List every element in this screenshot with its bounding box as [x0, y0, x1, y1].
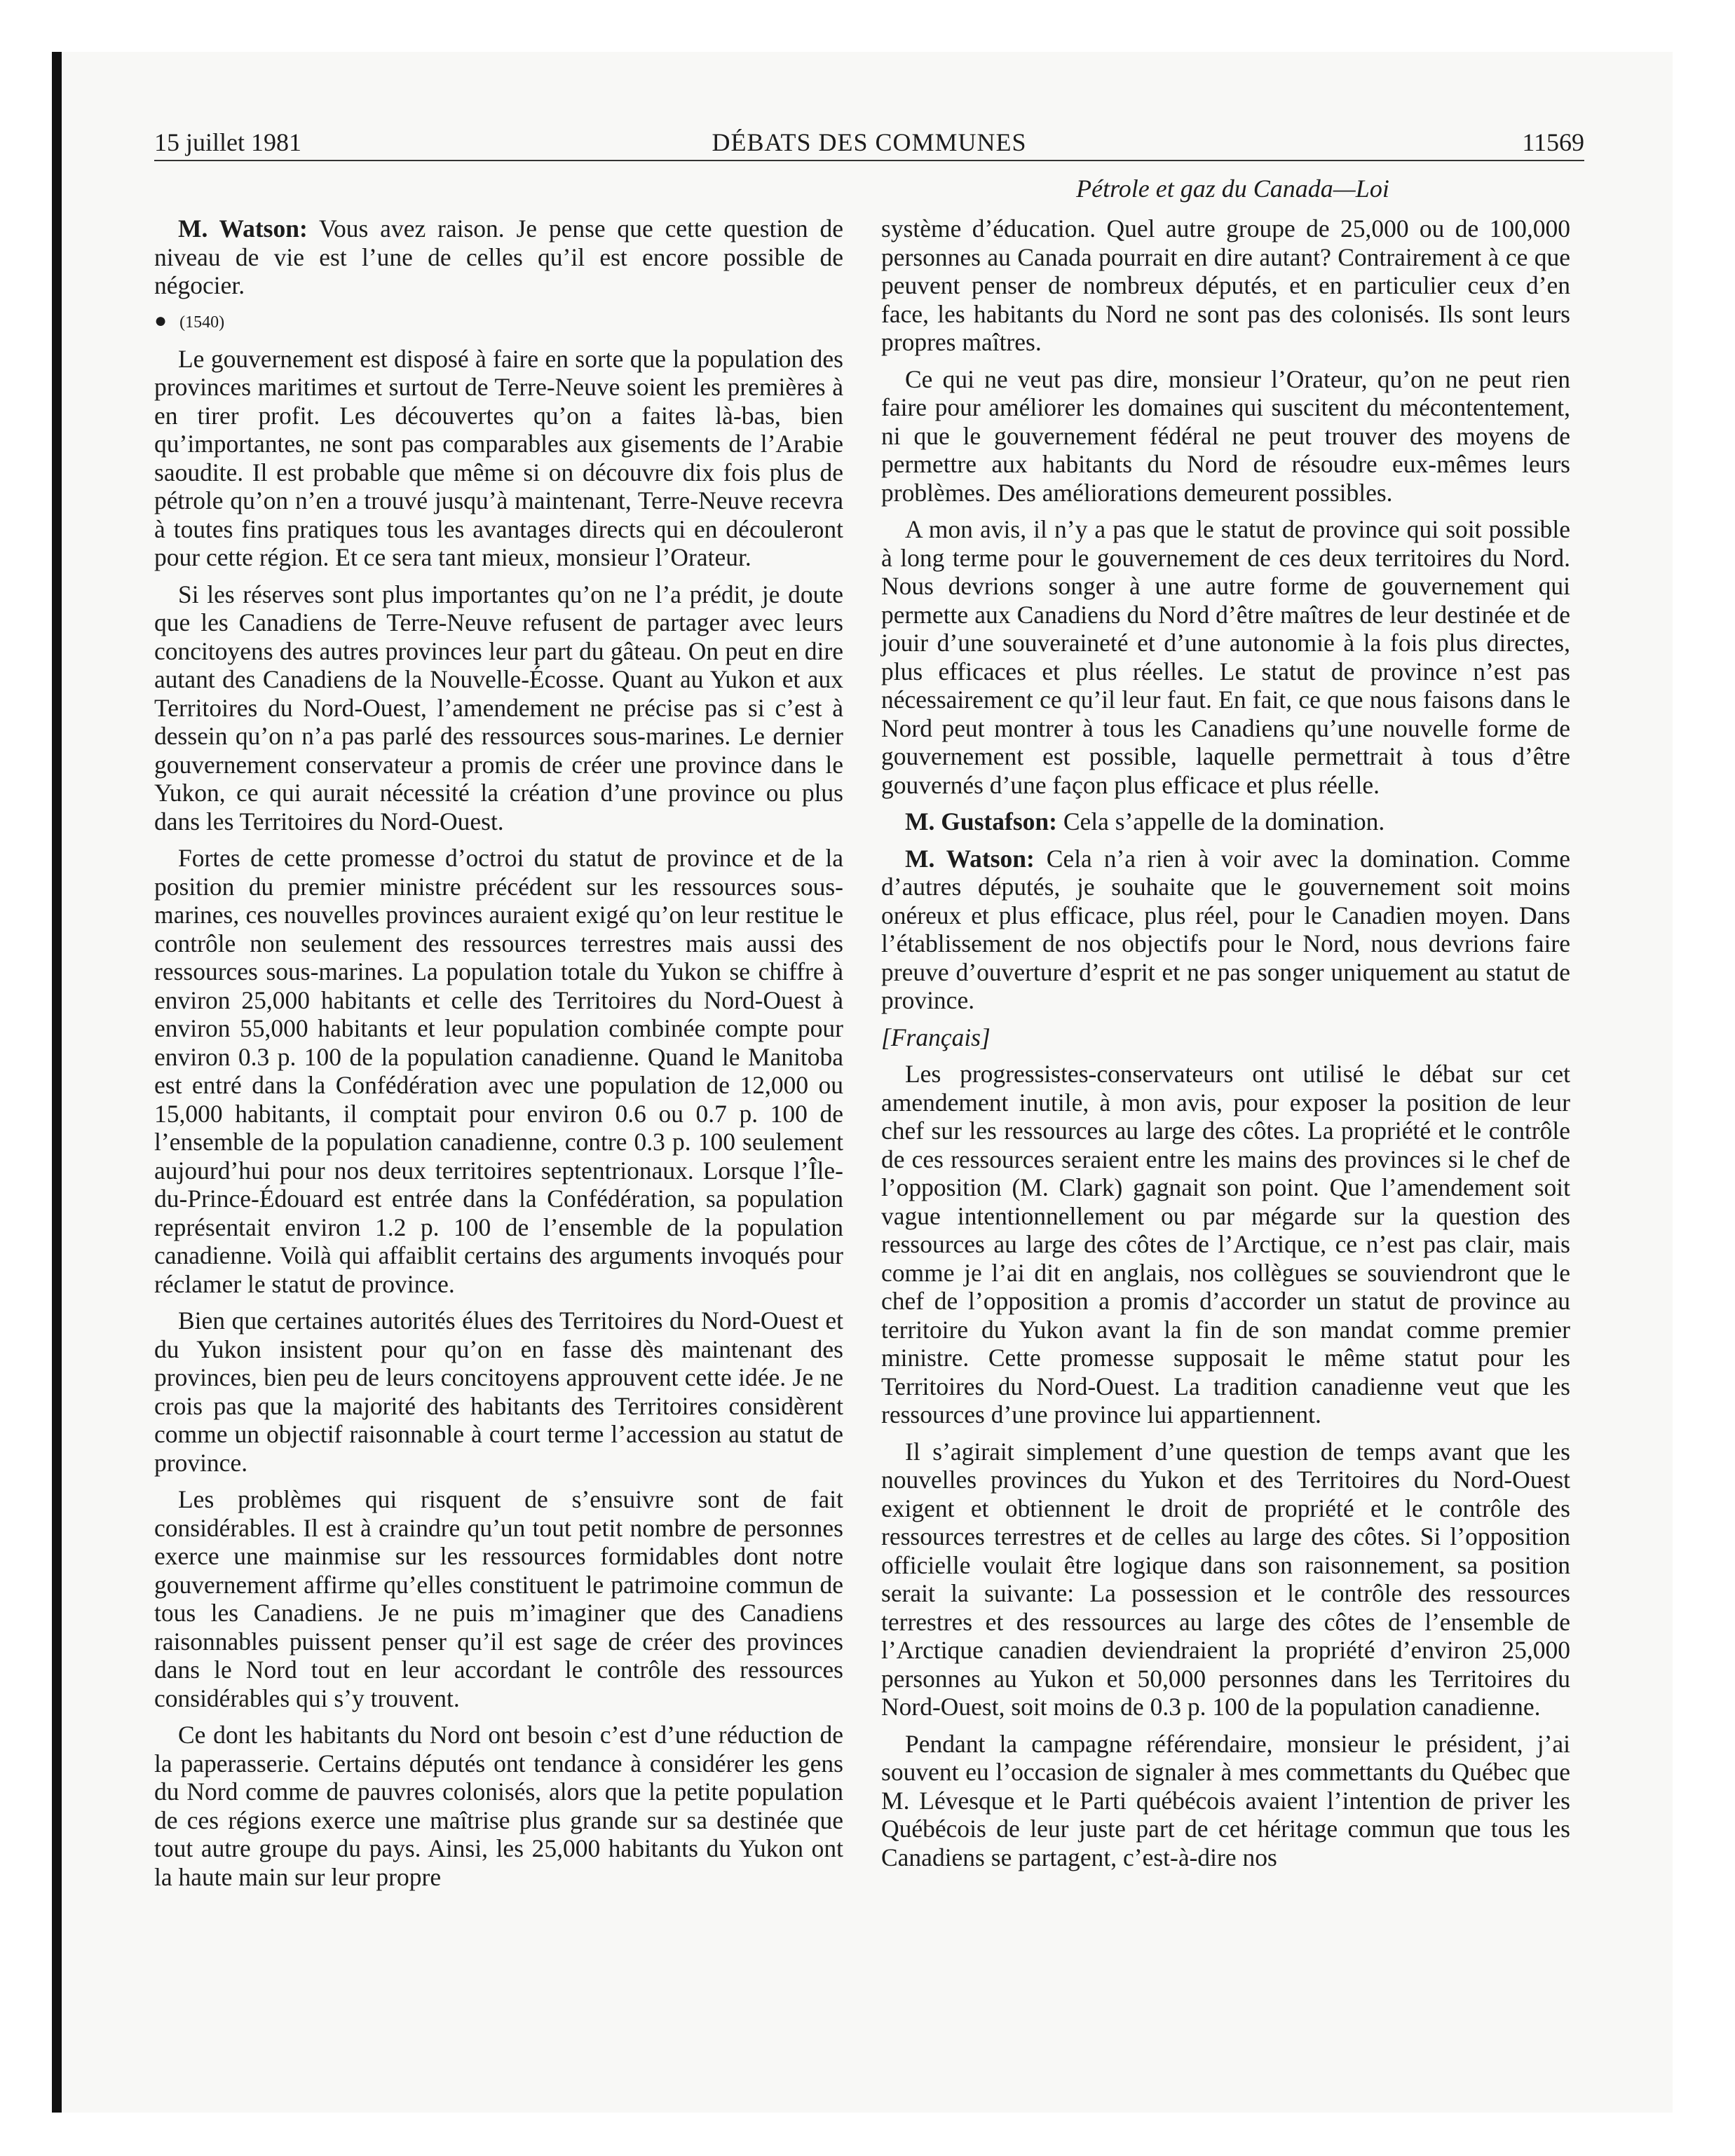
bullet-icon: ● — [154, 308, 168, 332]
paragraph: Les progressistes-conservateurs ont utilisé le débat sur cet amendement inutile, à mon avis, pour exposer la position de leur chef sur les ressources au large des côtes. La propriété et le contrôle de ces ressources seraient entre les mains des provinces si le chef de l’opposition (M. Clark) gagnait son point. Que l’amendement soit vague intentionnellement ou par mégarde sur la question des ressources au large des côtes de l’Arctique, ce n’est pas clair, mais comme je l’ai dit en anglais, nos collègues se souviendront que le chef de l’opposition a promis d’accorder un statut de province au territoire du Yukon avant la fin de son mandat comme premier ministre. Cette promesse supposait le même statut pour les Territoires du Nord-Ouest. La tradition canadienne veut que les ressources d’une province lui appartiennent. — [881, 1060, 1570, 1428]
paragraph: Fortes de cette promesse d’octroi du statut de province et de la position du premier ministre précédent sur les ressources sous-marines, ces nouvelles provinces auraient exigé qu’on leur restitue le contrôle non seulement des ressources terrestres mais aussi des ressources sous-marines. La population totale du Yukon se chiffre à environ 25,000 habitants et celle des Territoires du Nord-Ouest à environ 55,000 habitants et leur population combinée compte pour environ 0.3 p. 100 de la population canadienne. Quand le Manitoba est entré dans la Confédération avec une population de 12,000 ou 15,000 habitants, il comptait pour environ 0.6 ou 0.7 p. 100 de l’ensemble de la population canadienne, contre 0.3 p. 100 seulement aujourd’hui pour nos deux territoires septentrionaux. Lorsque l’Île-du-Prince-Édouard est entrée dans la Confédération, sa population représentait environ 1.2 p. 100 de l’ensemble de la population canadienne. Voilà qui affaiblit certains des arguments invoqués pour réclamer le statut de province. — [154, 844, 843, 1298]
speaker-name: M. Watson: — [905, 844, 1035, 873]
language-tag: [Français] — [881, 1023, 991, 1051]
paragraph — [154, 214, 843, 300]
paragraph — [881, 807, 1570, 836]
paragraph: système d’éducation. Quel autre groupe de 25,000 ou de 100,000 personnes au Canada pourrait en dire autant? Contrairement à ce que peuvent penser de nombreux députés, et en particulier ceux d’en face, les habitants du Nord ne sont pas des colonisés. Ils sont leurs propres maîtres. — [881, 214, 1570, 356]
header-title: DÉBATS DES COMMUNES — [712, 128, 1027, 156]
paragraph: Ce dont les habitants du Nord ont besoin c’est d’une réduction de la paperasserie. Certains députés ont tendance à considérer les gens du Nord comme de pauvres colonisés, alors que la petite population de ces régions exerce une maîtrise plus grande sur sa destinée que tout autre groupe du pays. Ainsi, les 25,000 habitants du Yukon ont la haute main sur leur propre — [154, 1721, 843, 1891]
paragraph: Pendant la campagne référendaire, monsieur le président, j’ai souvent eu l’occasion de signaler à mes commettants du Québec que M. Lévesque et le Parti québécois avaient l’intention de priver les Québécois de leur juste part de cet héritage commun que tous les Canadiens se partagent, c’est-à-dire nos — [881, 1729, 1570, 1871]
speaker-name: M. Gustafson: — [905, 807, 1057, 835]
paragraph: A mon avis, il n’y a pas que le statut de province qui soit possible à long terme pour le gouvernement de ces deux territoires du Nord. Nous devrions songer à une autre forme de gouvernement qui permette aux Canadiens du Nord d’être maîtres de leur destinée et de jouir d’une souveraineté et d’une autonomie à la fois plus directes, plus efficaces et plus réelles. Le statut de province n’est pas nécessairement ce qu’il leur faut. En fait, ce que nous faisons dans le Nord peut montrer à tous les Canadiens qu’une nouvelle forme de gouvernement est possible, laquelle permettrait à tous d’être gouvernés d’une façon plus efficace et plus réelle. — [881, 515, 1570, 799]
speech-text: Vous avez raison. Je pense que cette question de niveau de vie est l’une de celles qu’il est encore possible de négocier. — [154, 214, 844, 299]
running-title: Pétrole et gaz du Canada—Loi — [1076, 175, 1389, 203]
paragraph: Le gouvernement est disposé à faire en sorte que la population des provinces maritimes et surtout de Terre-Neuve soient les premières à en tirer profit. Les découvertes qu’on a faites là-bas, bien qu’importantes, ne sont pas comparables aux gisements de l’Arabie saoudite. Il est probable que même si on découvre dix fois plus de pétrole qu’on n’en a trouvé jusqu’à maintenant, Terre-Neuve recevra à toutes fins pratiques tous les avantages directs qui en découleront pour cette région. Et ce sera tant mieux, monsieur l’Orateur. — [154, 344, 843, 571]
page-header — [154, 125, 1584, 160]
header-date: 15 juillet 1981 — [154, 128, 301, 156]
right-column — [881, 214, 1570, 1880]
paragraph: Les problèmes qui risquent de s’ensuivre sont de fait considérables. Il est à craindre qu’un tout petit nombre de personnes exerce une mainmise sur les ressources formidables dont notre gouvernement affirme qu’elles constituent le patrimoine commun de tous les Canadiens. Je ne puis m’imaginer que des Canadiens raisonnables puissent penser qu’il est sage de créer des provinces dans le Nord tout en leur accordant le contrôle des ressources considérables qui s’y trouvent. — [154, 1485, 843, 1712]
paragraph — [881, 845, 1570, 1015]
header-page-number: 11569 — [1522, 128, 1584, 156]
header-rule — [154, 160, 1584, 161]
paragraph: Si les réserves sont plus importantes qu’on ne l’a prédit, je doute que les Canadiens de Terre-Neuve refusent de partager avec leurs concitoyens des autres provinces leur part du gâteau. On peut en dire autant des Canadiens de la Nouvelle-Écosse. Quant au Yukon et aux Territoires du Nord-Ouest, l’amendement ne précise pas si c’est à dessein qu’on n’a pas parlé des ressources sous-marines. Le dernier gouvernement conservateur a promis de créer une province dans le Yukon, ce qui aurait nécessité la création d’une province ou plus dans les Territoires du Nord-Ouest. — [154, 580, 843, 835]
paragraph: Bien que certaines autorités élues des Territoires du Nord-Ouest et du Yukon insistent pour qu’on en fasse dès maintenant des provinces, bien peu de leurs concitoyens approuvent cette idée. Je ne crois pas que la majorité des habitants des Territoires considèrent comme un objectif raisonnable à court terme l’accession au statut de province. — [154, 1306, 843, 1477]
paragraph: Ce qui ne veut pas dire, monsieur l’Orateur, qu’on ne peut rien faire pour améliorer les domaines qui suscitent du mécontentement, ni que le gouvernement fédéral ne peut trouver des moyens de permettre aux habitants du Nord de résoudre eux-mêmes leurs problèmes. Des améliorations demeurent possibles. — [881, 364, 1570, 507]
paragraph: Il s’agirait simplement d’une question de temps avant que les nouvelles provinces du Yukon et des Territoires du Nord-Ouest exigent et obtiennent le droit de propriété et le contrôle des ressources terrestres et de celles au large des côtes. Si l’opposition officielle voulait être logique dans son raisonnement, sa position serait la suivante: La possession et le contrôle des ressources terrestres et des ressources au large des côtes de l’ensemble de l’Arctique canadien deviendraient la propriété d’environ 25,000 personnes au Yukon et 50,000 personnes dans les Territoires du Nord-Ouest, soit moins de 0.3 p. 100 de la population canadienne. — [881, 1437, 1570, 1721]
speech-text: Cela s’appelle de la domination. — [1056, 807, 1385, 835]
time-marker-text: (1540) — [179, 313, 225, 332]
speaker-name: M. Watson: — [178, 214, 308, 243]
left-column — [154, 214, 843, 1899]
speech-text: Cela n’a rien à voir avec la domination. Comme d’autres députés, je souhaite que le gouvernement soit moins onéreux et plus efficace, plus réel, pour le Canadien moyen. Dans l’établissement de nos objectifs pour le Nord, nous devrions faire preuve d’ouverture d’esprit et ne pas songer uniquement au statut de province. — [881, 844, 1570, 1014]
time-marker — [154, 308, 843, 335]
